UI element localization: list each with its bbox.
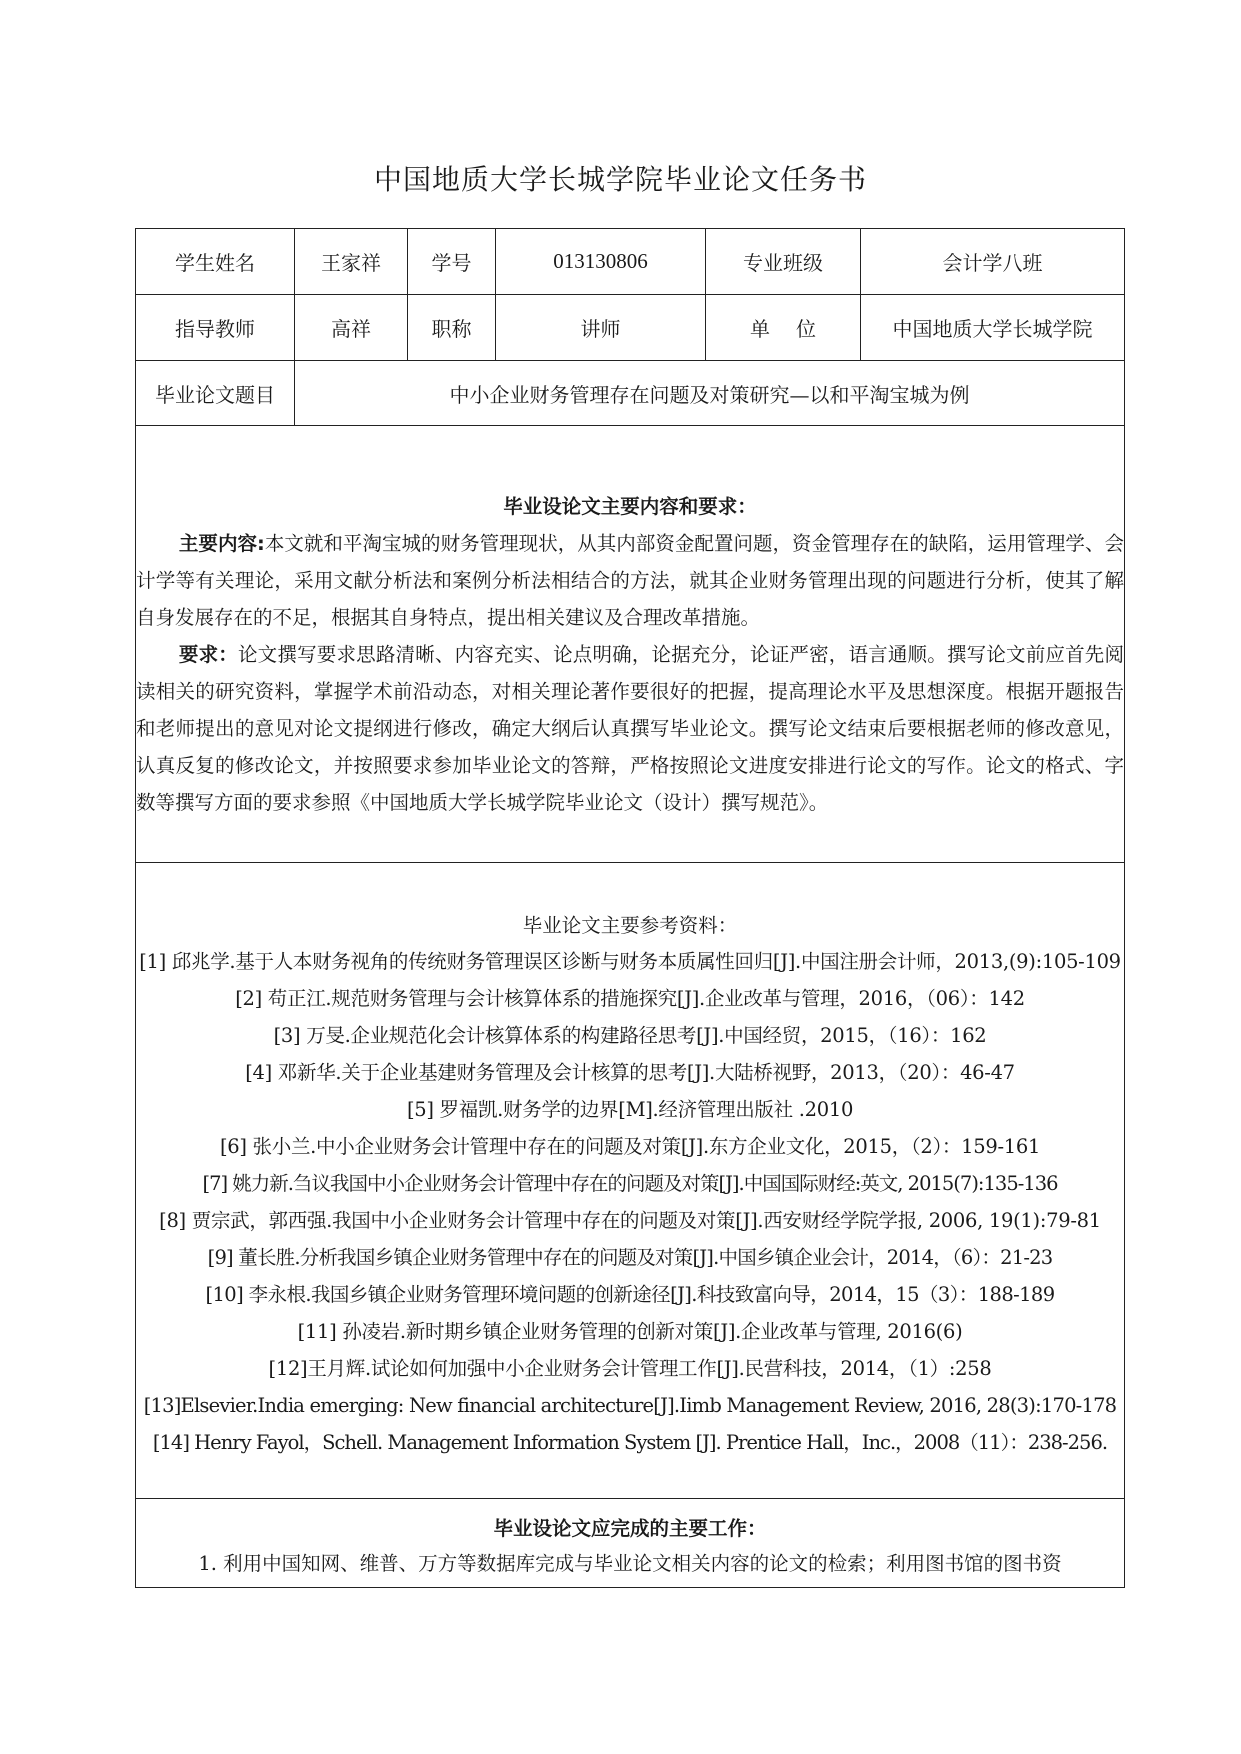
main-content-label: 主要内容: [178,531,265,555]
references-heading: 毕业论文主要参考资料： [522,913,738,937]
reference-item: [8] 贾宗武，郭西强.我国中小企业财务会计管理中存在的问题及对策[J].西安财经学院学报, 2006, 19(1):79-81 [159,1208,1101,1232]
main-content-paragraph [136,525,1124,636]
references-row [136,863,1125,1499]
reference-item: [12]王月辉.试论如何加强中小企业财务会计管理工作[J].民营科技，2014，（1）:258 [268,1356,992,1380]
unit-label [706,295,861,361]
advisor-info-row [136,295,1125,361]
task-form-table [135,228,1125,1588]
topic-row [136,361,1125,426]
rank-label: 职称 [408,295,496,361]
reference-item: [3] 万旻.企业规范化会计核算体系的构建路径思考[J].中国经贸，2015，（16）：162 [273,1023,987,1047]
student-id-value: 013130806 [496,229,706,295]
reference-item: [11] 孙凌岩.新时期乡镇企业财务管理的创新对策[J].企业改革与管理, 2016(6) [297,1319,963,1343]
content-heading: 毕业设论文主要内容和要求： [503,494,757,518]
topic-value: 中小企业财务管理存在问题及对策研究—以和平淘宝城为例 [295,361,1125,426]
reference-item: [2] 苟正江.规范财务管理与会计核算体系的措施探究[J].企业改革与管理，2016，（06）：142 [235,986,1025,1010]
class-label: 专业班级 [706,229,861,295]
main-work-item: 1. 利用中国知网、维普、万方等数据库完成与毕业论文相关内容的论文的检索；利用图书馆的图书资 [198,1552,1062,1575]
reference-item: [10] 李永根.我国乡镇企业财务管理环境问题的创新途径[J].科技致富向导，2014，15（3）：188-189 [205,1282,1055,1306]
content-requirements-row [136,426,1125,863]
topic-label: 毕业论文题目 [136,361,295,426]
content-requirements-cell [136,426,1125,863]
class-value: 会计学八班 [861,229,1125,295]
reference-item: [6] 张小兰.中小企业财务会计管理中存在的问题及对策[J].东方企业文化，2015，（2）：159-161 [219,1134,1041,1158]
student-name-label: 学生姓名 [136,229,295,295]
student-id-label: 学号 [408,229,496,295]
unit-label-text: 单位 [750,317,842,341]
reference-item: [7] 姚力新.刍议我国中小企业财务会计管理中存在的问题及对策[J].中国国际财经:英文, 2015(7):135-136 [202,1171,1058,1195]
reference-item: [13]Elsevier.India emerging: New financial architecture[J].Iimb Management Review, 2016, 28(3):170-178 [143,1393,1117,1417]
rank-value: 讲师 [496,295,706,361]
reference-item: [4] 邓新华.关于企业基建财务管理及会计核算的思考[J].大陆桥视野，2013，（20）：46-47 [245,1060,1015,1084]
reference-item: [9] 董长胜.分析我国乡镇企业财务管理中存在的问题及对策[J].中国乡镇企业会计，2014，（6）：21-23 [207,1245,1053,1269]
student-info-row [136,229,1125,295]
reference-item: [5] 罗福凯.财务学的边界[M].经济管理出版社 .2010 [406,1097,854,1121]
unit-value: 中国地质大学长城学院 [861,295,1125,361]
student-name-value: 王家祥 [295,229,408,295]
requirements-paragraph [136,636,1124,821]
advisor-label: 指导教师 [136,295,295,361]
advisor-value: 高祥 [295,295,408,361]
main-content-text: 本文就和平淘宝城的财务管理现状，从其内部资金配置问题，资金管理存在的缺陷，运用管理学、会计学等有关理论，采用文献分析法和案例分析法相结合的方法，就其企业财务管理出现的问题进行分析，使其了解自身发展存在的不足，根据其自身特点，提出相关建议及合理改革措施。 [136,531,1124,629]
main-work-cell [136,1499,1125,1588]
main-work-row [136,1499,1125,1588]
references-cell [136,863,1125,1499]
requirements-label: 要求： [178,642,238,666]
document-title: 中国地质大学长城学院毕业论文任务书 [373,163,867,196]
requirements-text: 论文撰写要求思路清晰、内容充实、论点明确，论据充分，论证严密，语言通顺。撰写论文前应首先阅读相关的研究资料，掌握学术前沿动态，对相关理论著作要很好的把握，提高理论水平及思想深度。根据开题报告和老师提出的意见对论文提纲进行修改，确定大纲后认真撰写毕业论文。撰写论文结束后要根据老师的修改意见，认真反复的修改论文，并按照要求参加毕业论文的答辩，严格按照论文进度安排进行论文的写作。论文的格式、字数等撰写方面的要求参照《中国地质大学长城学院毕业论文（设计）撰写规范》。 [136,642,1124,814]
reference-item: [14] Henry Fayol，Schell. Management Information System [J]. Prentice Hall，Inc.，2008（11）：238-256. [152,1430,1108,1454]
main-work-heading: 毕业设论文应完成的主要工作： [493,1517,767,1540]
reference-item: [1] 邱兆学.基于人本财务视角的传统财务管理误区诊断与财务本质属性回归[J].中国注册会计师，2013,(9):105-109 [139,949,1121,973]
